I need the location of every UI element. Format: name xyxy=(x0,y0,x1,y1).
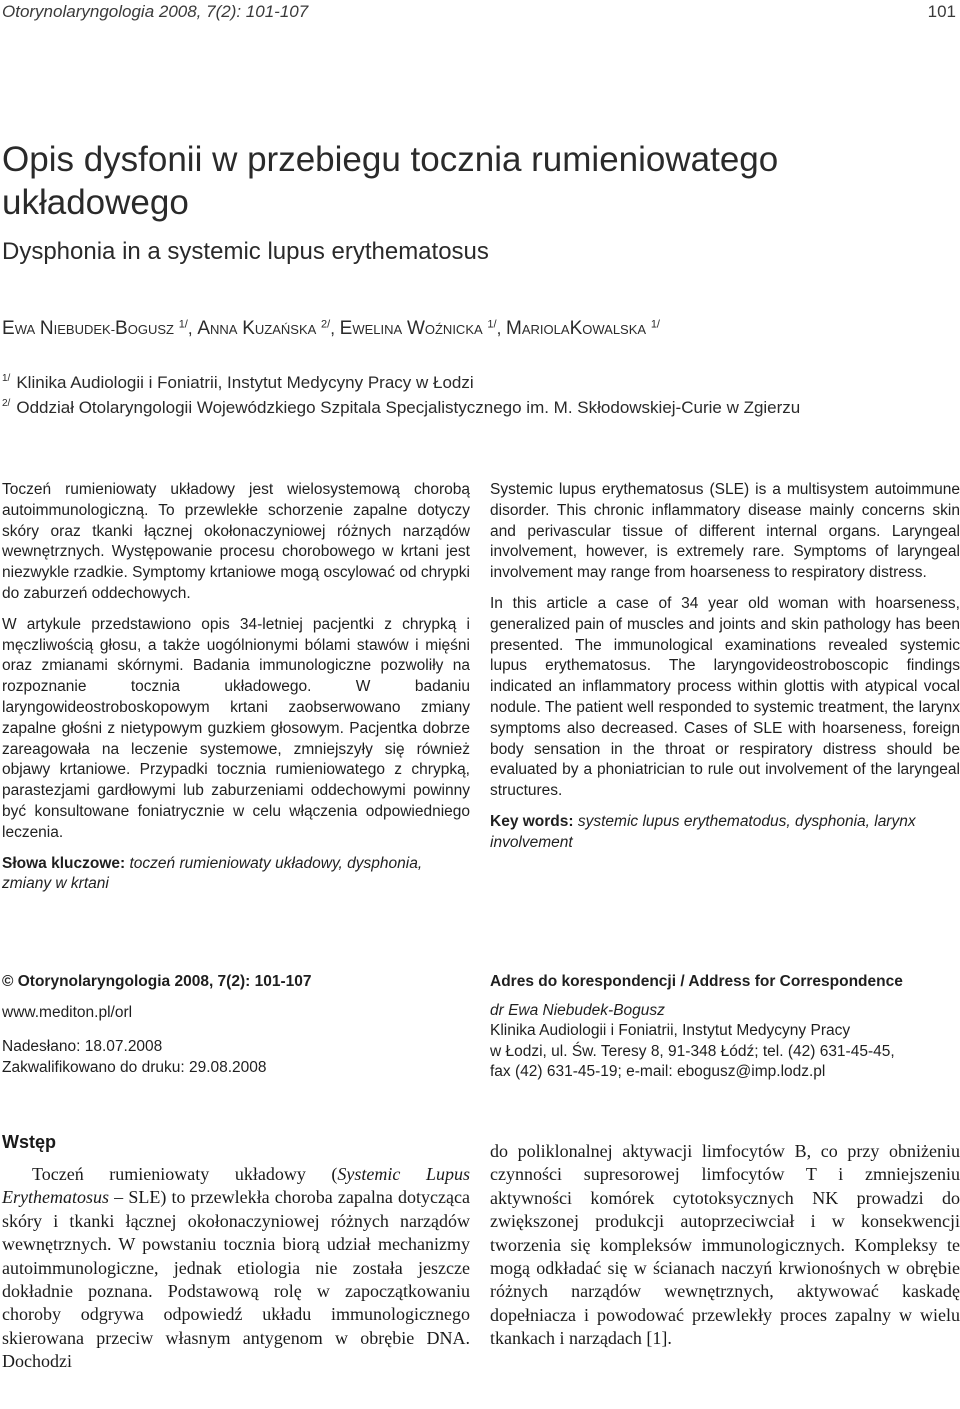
journal-url[interactable]: www.mediton.pl/orl xyxy=(2,1003,133,1021)
article-title: Opis dysfonii w przebiegu tocznia rumieniowatego układowego xyxy=(2,140,779,222)
section-heading: Wstęp xyxy=(2,1132,56,1152)
correspondence-line: Klinika Audiologii i Foniatrii, Instytut Medycyny Pracy xyxy=(490,1022,851,1039)
author-list: EWA NIEBUDEK-BOGUSZ $^{1/}$, ANNA KUZAŃSKA $^{2/}$, EWELINA WOŹNICKA $^{1/}$, MARIOLAKOWALSKA $^{1/}$ xyxy=(2,318,660,339)
article-subtitle: Dysphonia in a systemic lupus erythematosus xyxy=(2,238,489,265)
affiliation-1: $^{1/}$ Klinika Audiologii i Foniatrii, Instytut Medycyny Pracy w Łodzi xyxy=(2,373,474,392)
abstract-en-paragraph: In this article a case of 34 year old woman with hoarseness, generalized pain of muscles and joints and skin pathology has been presented. The immunological examinations revealed systemic lupus erythematosus. The laryngovideostroboscopic findings indicated an inflammatory process within glottis with atypical vocal nodule. The patient well responded to systemic treatment, the larynx symptoms also decreased. Cases of SLE with hoarseness, foreign body sensation in the throat or respiratory distress should be evaluated by a phoniatrician to rule out involvement of the laryngeal structures. xyxy=(490,594,960,800)
correspondence-heading: Adres do korespondencji / Address for Correspondence xyxy=(490,973,903,990)
correspondence-line: w Łodzi, ul. Św. Teresy 8, 91-348 Łódź; tel. (42) 631-45-45, xyxy=(490,1042,895,1060)
author-2: ANNA KUZAŃSKA $^{2/}$ xyxy=(197,318,331,339)
correspondence-line: fax (42) 631-45-19; e-mail: ebogusz@imp.lodz.pl xyxy=(490,1063,826,1080)
page-number: 101 xyxy=(927,2,956,21)
abstract-english xyxy=(490,480,960,864)
affiliation-2: $^{2/}$ Oddział Otolaryngologii Wojewódzkiego Szpitala Specjalistycznego im. M. Skłodowskiej-Curie w Zgierzu xyxy=(2,398,801,417)
keywords-pl: Słowa kluczowe: toczeń rumieniowaty układowy, dysphonia, zmiany w krtani xyxy=(2,854,423,893)
received-date: Nadesłano: 18.07.2008 xyxy=(2,1038,163,1055)
abstract-polish xyxy=(2,480,470,905)
correspondence-name: dr Ewa Niebudek-Bogusz xyxy=(490,1001,665,1019)
keywords-en: Key words: systemic lupus erythematodus, dysphonia, larynx involvement xyxy=(490,812,916,851)
correspondence-block xyxy=(490,972,960,1083)
body-right-column: do poliklonalnej aktywacji limfocytów B, co przy obniżeniu czynności supresorowej limfocytów T i zmniejszeniu aktywności komórek cytotoksycznych NK prowadzi do zwiększonej produkcji autoprzeciwciał i w konsekwencji tworzenia się kompleksów immunologicznych. Kompleksy te mogą odkładać się w ścianach naczyń krwionośnych w obrębie różnych narządów wewnętrznych, aktywować kaskadę dopełniacza i powodować przewlekły proces zapalny w wielu tkankach i narządach [1]. xyxy=(490,1141,960,1349)
author-4: MARIOLAKOWALSKA $^{1/}$ xyxy=(506,318,660,339)
abstract-pl-paragraph: Toczeń rumieniowaty układowy jest wielosystemową chorobą autoimmunologiczną. To przewlekłe schorzenie zapalne dotyczy skóry oraz tkanki łącznej okołonaczyniowej różnych narządów wewnętrznych. Występowanie procesu chorobowego w krtani jest niezwykle rzadkie. Symptomy krtaniowe mogą oscylować od chrypki do zaburzeń oddechowych. xyxy=(2,481,470,602)
abstract-pl-paragraph: W artykule przedstawiono opis 34-letniej pacjentki z chrypką i męczliwością głosu, a także uogólnionymi bólami stawów i mięśni oraz zmianami skórnymi. Badania immunologiczne pozwoliły na rozpoznanie tocznia układowego. W badaniu laryngowideostroboskopowym krtani zaobserwowano zmiany zapalne głośni z nietypowym guzkiem głosowym. Pacjentka dobrze zareagowała na leczenie systemowe, zmniejszyły się również objawy krtaniowe. Przypadki tocznia rumieniowatego z chrypką, parastezjami gardłowymi lub zaburzeniami oddechowymi powinny być konsultowane foniatrycznie w celu włączenia odpowiedniego leczenia. xyxy=(2,615,470,841)
accepted-date: Zakwalifikowano do druku: 29.08.2008 xyxy=(2,1058,267,1076)
body-left-column: Toczeń rumieniowaty układowy (Systemic Lupus Erythematosus – SLE) to przewlekła choroba zapalna dotycząca skóry i tkanki łącznej okołonaczyniowej różnych narządów wewnętrznych. W powstaniu tocznia biorą udział mechanizmy autoimmunologiczne, jednak etiologia nie została jeszcze dokładnie poznana. Podstawową rolę w zapoczątkowaniu choroby odgrywa odpowiedź układu immunologicznego skierowana przeciw własnym antygenom w obrębie DNA. Dochodzi xyxy=(2,1164,470,1372)
publication-info xyxy=(2,972,470,1078)
author-1: EWA NIEBUDEK-BOGUSZ $^{1/}$ xyxy=(2,318,188,339)
abstract-en-paragraph: Systemic lupus erythematosus (SLE) is a multisystem autoimmune disorder. This chronic inflammatory disease mainly concerns skin and perivascular tissue of different internal organs. Laryngeal involvement, however, is extremely rare. Symptoms of laryngeal involvement may range from hoarseness to respiratory distress. xyxy=(490,481,960,582)
journal-header: Otorynolaryngologia 2008, 7(2): 101-107 xyxy=(2,2,309,21)
author-3: EWELINA WOŹNICKA $^{1/}$ xyxy=(339,318,497,339)
copyright-line: © Otorynolaryngologia 2008, 7(2): 101-107 xyxy=(2,973,312,990)
